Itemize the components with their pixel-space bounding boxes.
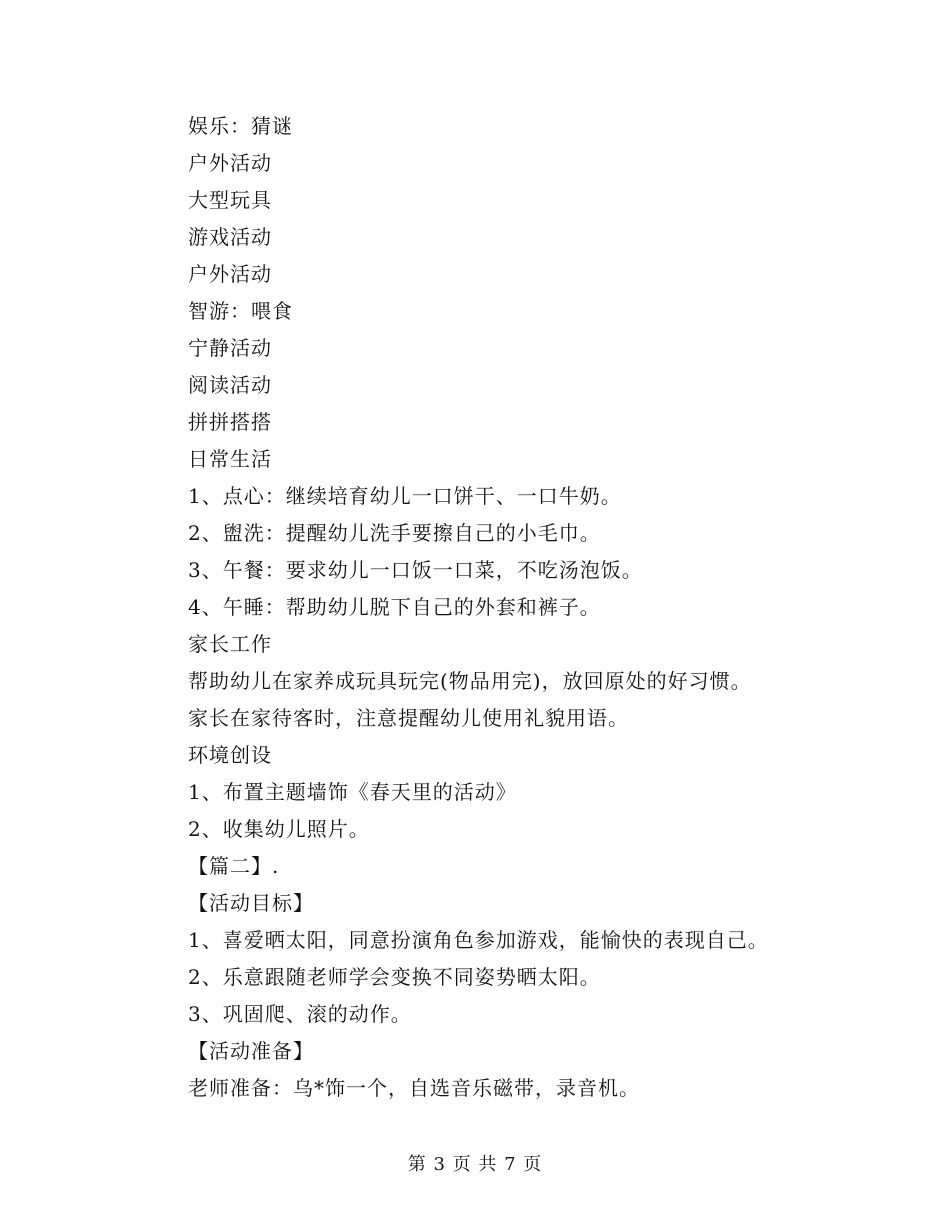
text-line: 娱乐：猜谜 [188, 114, 293, 138]
section-heading: 日常生活 [188, 447, 272, 471]
page-number-footer: 第 3 页 共 7 页 [407, 1154, 543, 1175]
list-item: 3、巩固爬、滚的动作。 [188, 1002, 412, 1026]
list-item: 1、点心：继续培育幼儿一口饼干、一口牛奶。 [188, 484, 622, 508]
text-line: 游戏活动 [188, 225, 272, 249]
list-item: 3、午餐：要求幼儿一口饭一口菜，不吃汤泡饭。 [188, 558, 643, 582]
paragraph: 帮助幼儿在家养成玩具玩完(物品用完)，放回原处的好习惯。 [188, 669, 752, 693]
text-line: 户外活动 [188, 151, 272, 175]
list-item: 2、盥洗：提醒幼儿洗手要擦自己的小毛巾。 [188, 521, 601, 545]
paragraph: 家长在家待客时，注意提醒幼儿使用礼貌用语。 [188, 706, 629, 730]
section-heading: 【篇二】. [188, 854, 280, 878]
text-line: 拼拼搭搭 [188, 410, 272, 434]
list-item: 2、收集幼儿照片。 [188, 817, 370, 841]
list-item: 4、午睡：帮助幼儿脱下自己的外套和裤子。 [188, 595, 601, 619]
list-item: 1、喜爱晒太阳，同意扮演角色参加游戏，能愉快的表现自己。 [188, 928, 769, 952]
section-heading: 家长工作 [188, 632, 272, 656]
document-body [188, 108, 868, 1107]
paragraph: 老师准备：乌*饰一个，自选音乐磁带，录音机。 [188, 1076, 640, 1100]
section-heading: 【活动目标】 [188, 891, 314, 915]
text-line: 智游：喂食 [188, 299, 293, 323]
text-line: 户外活动 [188, 262, 272, 286]
text-line: 大型玩具 [188, 188, 272, 212]
list-item: 2、乐意跟随老师学会变换不同姿势晒太阳。 [188, 965, 601, 989]
section-heading: 【活动准备】 [188, 1039, 314, 1063]
text-line: 宁静活动 [188, 336, 272, 360]
text-line: 阅读活动 [188, 373, 272, 397]
list-item: 1、布置主题墙饰《春天里的活动》 [188, 780, 517, 804]
section-heading: 环境创设 [188, 743, 272, 767]
